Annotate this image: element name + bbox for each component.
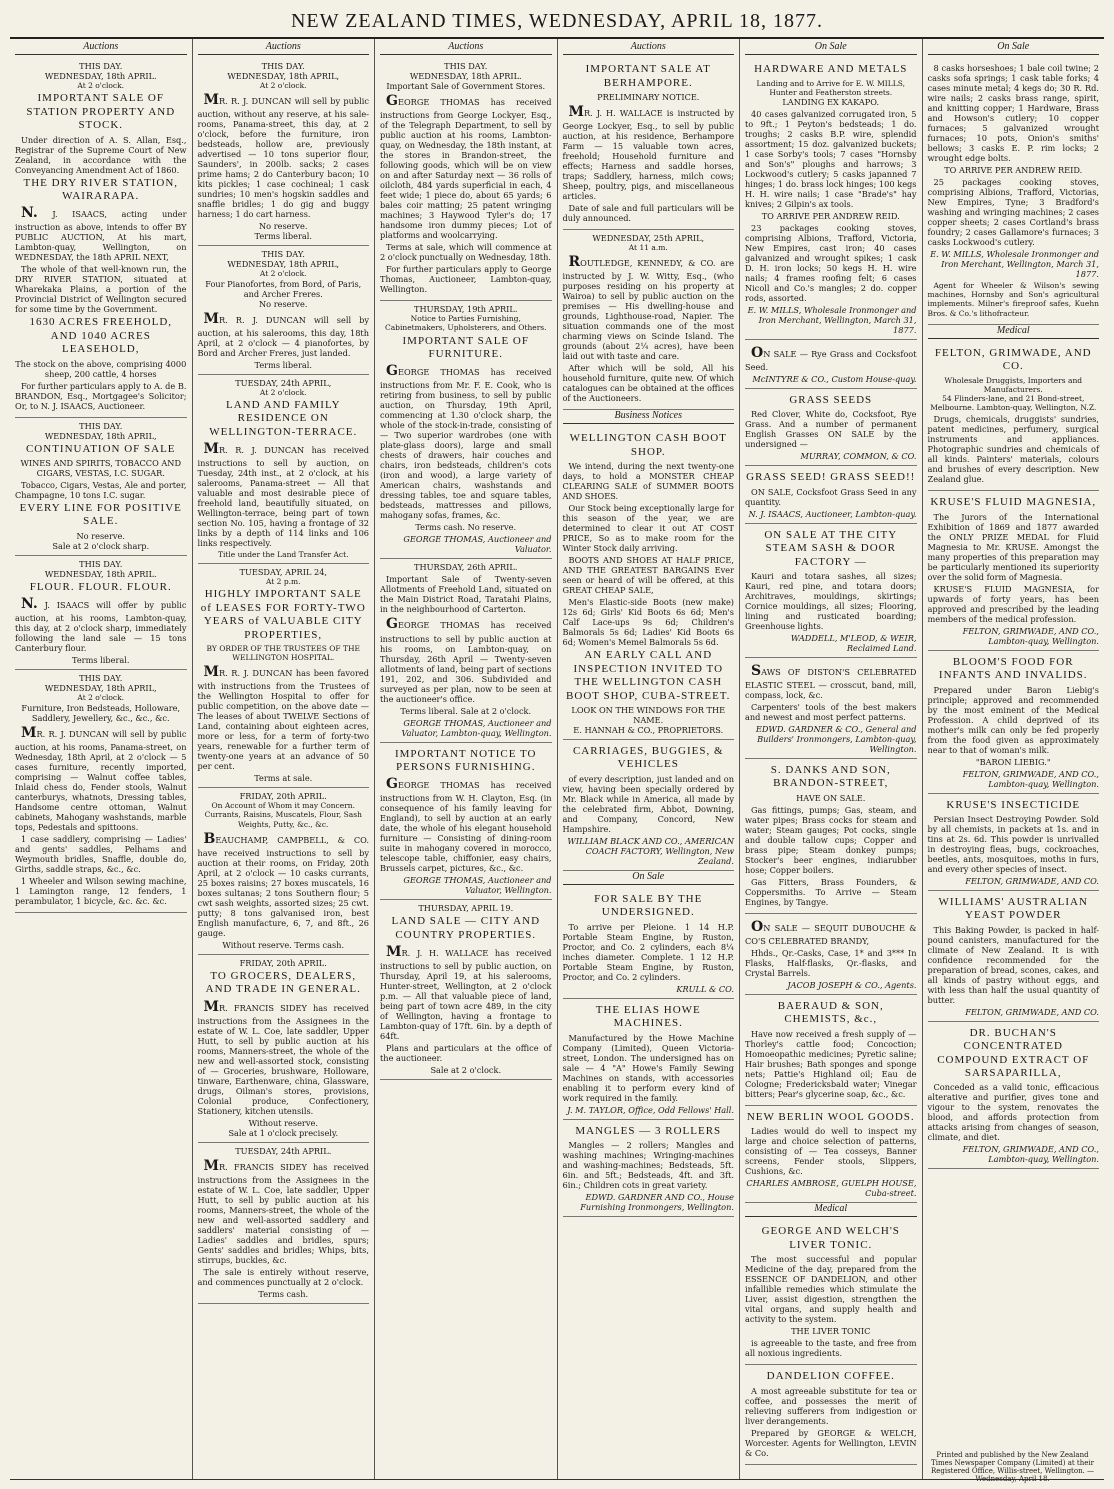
ad-body: MR. R. J. DUNCAN will sell by public auction, without any reserve, at his sale-rooms, Panama-street, this day, at 2 o'clock, before the furniture, iron bedsteads, hollow are, previously advertised — 10 tons superior flour, Saunders', in 200lb. sacks; 2 cases prime hams; 2 do Canterbury bacon; 10 kits pickles; 1 case cochineal; 1 cask sundries; 10 men's hogskin saddles and snaffle bridles; 1 do gig and buggy harness; 1 do cart harness. <box>197 92 369 220</box>
ad-date: TUESDAY, 24th APRIL, <box>235 377 332 388</box>
ad-body: Conceded as a valid tonic, efficacious alterative and purifier, gives tone and vigour to the system, renovates the blood, and affords protection from attacks arising from changes of season, climate, and diet. <box>927 1082 1099 1143</box>
ad-body: Prepared under Baron Liebig's principle; approved and recommended by the most eminent of the Medical Profession. A child deprived of its mother's milk can only be fed properly from the food given as approximately near to that of woman's milk. <box>927 684 1099 755</box>
section-heading: Medical <box>745 1203 917 1217</box>
ad-subhead: THE LIVER TONIC <box>791 1326 871 1337</box>
ad-date: THURSDAY, APRIL 19. <box>418 903 514 914</box>
ad-title: THIS DAY. <box>79 420 123 431</box>
ad-subhead: Wholesale Druggists, Importers and Manufacturers. <box>944 375 1083 394</box>
section-heading: Business Notices <box>563 410 735 424</box>
ad-saws <box>745 658 917 759</box>
ad-headline: IMPORTANT SALE AT BERHAMPORE. <box>585 63 711 89</box>
imprint: Printed and published by the New Zealand Times Newspaper Company (Limited) at their Registered Office, Willis-street, Wellington. — Wednesday, April 18. <box>930 1451 1095 1483</box>
ad-note: No reserve. <box>259 221 308 232</box>
ad-mangles <box>563 1120 735 1217</box>
ad-body: N. J. ISAACS, acting under instruction as above, intends to offer BY PUBLIC AUCTION, At his mart, Lambton-quay, Wellington, on WEDNESDAY, the 18th APRIL NEXT, <box>15 205 187 263</box>
ad-body: Drugs, chemicals, druggists' sundries, patent medicines, perfumery, surgical instruments and appliances. Photographic sundries and chemicals of all kinds. Painters' materials, colours and brushes of every description. New Zealand glue. <box>927 414 1099 485</box>
column-4 <box>558 39 741 1479</box>
ad-body: MR. R. J. DUNCAN will sell by auction, at his salerooms, this day, 18th April, at 2 o'clock — 4 pianofortes, by Bord and Archer Freres, just landed. <box>197 310 369 358</box>
ad-terms: Terms liberal. <box>254 359 312 370</box>
ad-body: MR. J. H. WALLACE is instructed by George Lockyer, Esq., to sell by public auction, at his residence, Berhampore Farm — 15 valuable town acres, freehold; Household furniture and effects; Harness and saddle horses, traps; Saddlery, harness, milch cows; Sheep, poultry, pigs, and miscellaneous articles. <box>562 104 734 202</box>
ad-signature: WILLIAM BLACK AND CO., AMERICAN COACH FACTORY, Wellington, New Zealand. <box>567 835 734 866</box>
ad-signature: KRULL & CO. <box>676 983 734 994</box>
ad-signature: GEORGE THOMAS, Auctioneer and Valuator, Wellington. <box>403 875 552 896</box>
ad-signature: J. M. TAYLOR, Office, Odd Fellows' Hall. <box>567 1104 734 1115</box>
ad-body: Under direction of A. S. Allan, Esq., Registrar of the Supreme Court of New Zealand, in accordance with the Conveyancing Amendment Act of 1860. <box>15 134 187 175</box>
ad-hospital-leases <box>198 564 370 788</box>
column-6 <box>923 39 1105 1479</box>
ad-signature: Prepared by GEORGE & WELCH, Worcester. Agents for Wellington, LEVIN & Co. <box>745 1427 917 1458</box>
ad-signature: FELTON, GRIMWADE, AND CO., Lambton-quay, Wellington. <box>962 768 1099 789</box>
ad-body: GEORGE THOMAS has received instructions to sell by public auction at his rooms, on Lambton-quay, on Thursday, 26th April — Twenty-seven allotments of land, being part of sections 191, 202, and 306. Subdivided and surveyed as per plan, now to be seen at the auctioneer's office. <box>380 616 552 704</box>
ad-hardware-metals <box>745 58 917 340</box>
ad-berlin-wool <box>745 1106 917 1203</box>
ad-headline: NEW BERLIN WOOL GOODS. <box>746 1110 915 1123</box>
ad-body: MR. FRANCIS SIDEY has received instructions from the Assignees in the estate of W. L. Coe, late saddler, Upper Hutt, to sell by public auction at his rooms, Manners-street, the whole of the new and well-assorted saddlery and saddlers' material consisting of — Ladies' saddles and bridles, spurs; Gents' saddles and bridles; Whips, bits, stirrups, buckles, &c. <box>197 1157 369 1265</box>
section-heading: On Sale <box>563 871 735 885</box>
ad-headline: THE DRY RIVER STATION, WAIRARAPA. <box>23 176 179 202</box>
ad-persons-furnishing <box>380 743 552 901</box>
ad-terms: Terms at sale, which will commence at 2 o'clock punctually on Wednesday, 18th. <box>380 242 552 263</box>
ad-subhead: "BARON LIEBIG." <box>975 756 1051 767</box>
ad-terms: Terms liberal. <box>72 655 130 666</box>
ad-subhead: HAVE ON SALE. <box>796 792 866 803</box>
ad-body: Have now received a fresh supply of — Thorley's cattle food; Concoction; Homoeopathic medicines; Pyretic saline; Hair brushes; Bath sponges and sponge nets; Pattie's Highland oil; Eau de Cologne; Fredericksbald water; Vinegar bitters; Pear's glycerine soap, &c., &c. <box>745 1028 917 1099</box>
ad-subhead: BY ORDER OF THE TRUSTEES OF THE WELLINGTON HOSPITAL. <box>206 643 360 663</box>
ad-body: 40 cases galvanized corrugated iron, 5 to 9ft.; 1 Peyton's bedsteads; 1 do. troughs; 2 casks B.P. wire, splendid assortment; 15 doz. galvanized buckets; 1 case Sorby's tools; 7 cases "Hornsby and Son's" ploughs and harrows; 3 Lockwood's cutlery; 5 casks japanned 7 hinges; 1 do. brass lock hinges; 100 kegs H. H. wire nails; 1 case "Brade's" hay knives; 2 Gilpin's ax tools. <box>745 108 917 209</box>
ad-title: THIS DAY. <box>79 61 123 72</box>
ad-body: Agent for Wheeler & Wilson's sewing machines, Hornsby and Son's agricultural implements. Milner's fireproof safes, Kuehn Bros. & Co.'s lithofracteur. <box>927 281 1099 318</box>
ad-body: Ladies would do well to inspect my large and choice selection of patterns, consisting of — Tea cosseys, Banner screens, Fender stools, Slippers, Cushions, &c. <box>745 1126 917 1177</box>
column-heading: Auctions <box>198 41 370 55</box>
ad-headline: DR. BUCHAN'S CONCENTRATED COMPOUND EXTRACT OF SARSAPARILLA, <box>937 1026 1090 1079</box>
ad-allotments <box>380 559 552 742</box>
ad-napier-house <box>563 230 735 410</box>
ad-note: Without reserve. <box>248 1117 318 1128</box>
ad-terms: Terms liberal. Sale at 2 o'clock. <box>400 705 532 716</box>
ad-note: Title under the Land Transfer Act. <box>217 550 349 560</box>
ad-body: MR. R. J. DUNCAN will sell by public auction, at his rooms, Panama-street, on Wednesday, 18th April, at 2 o'clock — 5 cases furniture, recently imported, comprising — Walnut coffee tables, Inlaid chess do, Fender stools, Walnut canterburys, whatnots, Dressing tables, Handsome centre ottoman, Walnut cabinets, Mahogany washstands, marble tops, Pedestals and spittoons. <box>15 724 187 832</box>
ad-body: For further particulars apply to George Thomas, Auctioneer, Lambton-quay, Wellington. <box>380 264 552 295</box>
column-heading: On Sale <box>928 41 1100 55</box>
ad-headline: IMPORTANT NOTICE TO PERSONS FURNISHING. <box>394 747 537 773</box>
ad-signature: EDWD. GARDNER & CO., General and Builders' Ironmongers, Lambton-quay, Wellington. <box>755 724 917 755</box>
ad-felton-grimwade <box>928 342 1100 491</box>
ad-government-stores <box>380 58 552 301</box>
ad-flour-hams <box>198 58 370 246</box>
ad-headline: BLOOM'S FOOD FOR INFANTS AND INVALIDS. <box>938 655 1088 682</box>
ad-signature: McINTYRE & CO., Custom House-quay. <box>752 373 917 384</box>
ad-time: At 2 o'clock. <box>259 387 307 397</box>
ad-subhead: Notice to Parties Furnishing, Cabinetmakers, Upholsterers, and Others. <box>384 314 547 333</box>
ad-body: The whole of that well-known run, the DRY RIVER STATION, situated at Wharekaka Plains, a portion of the Provincial District of Wellington secured for some time by the Government. <box>15 264 187 315</box>
ad-time: At 2 o'clock. <box>77 81 125 91</box>
ad-signature: GEORGE THOMAS, Auctioneer and Valuator. <box>403 534 552 555</box>
ad-body: The sale is entirely without reserve, and commences punctually at 2 o'clock. <box>197 1266 369 1287</box>
ad-body: To arrive per Pleione. 1 14 H.P. Portable Steam Engine, by Ruston, Proctor, and Co. 2 cylinders, each 8¼ inches diameter. Complete. 1 12 H.P. Portable Steam Engine, by Ruston, Proctor, and Co. 2 cylinders. <box>562 921 734 982</box>
ad-signature: E. W. MILLS, Wholesale Ironmonger and Iron Merchant, Wellington, March 31, 1877. <box>747 304 917 335</box>
ad-body: 8 casks horseshoes; 1 bale coil twine; 2 casks sofa springs; 1 cask table forks; 4 cases minute metal; 4 kegs do; 30 R. Rd. wire nails; 2 casks brass range, spirit, and knitting copper; 1 Hardware, Brass and Howson's cutlery; 10 copper furnaces; 5 galvanized wrought furnaces; 10 pots, Onion's smiths' bellows; 3 casks E. P. rim locks; 2 wrought edge bolts. <box>927 63 1099 164</box>
ad-body: 1 Wheeler and Wilson sewing machine, 1 Lamington range, 12 fenders, 1 perambulator, 1 bicycle, &c. &c. &c. <box>15 875 187 906</box>
ad-terms: Terms liberal. <box>254 231 312 242</box>
ad-signature: EDWD. GARDNER AND CO., House Furnishing Ironmongers, Wellington. <box>580 1191 734 1212</box>
ad-body: is agreeable to the taste, and free from all noxious ingredients. <box>745 1338 917 1359</box>
ad-body: Gas Fitters, Brass Founders, & Coppersmiths. To Arrive — Steam Engines, by Tangye. <box>745 876 917 907</box>
ad-headline: ON SALE — SEQUIT DUBOUCHE & CO'S CELEBRATED BRANDY, <box>745 918 917 946</box>
ad-body: Persian Insect Destroying Powder. Sold by all chemists, in packets at 1s. and in tins at 2s. 6d. This powder is unrivalled in destroying fleas, bugs, cockroaches, beetles, ants, mosquitoes, moths in furs, and every other species of insect. <box>927 813 1099 874</box>
ad-body: ON SALE, Cocksfoot Grass Seed in any quantity. <box>745 486 917 507</box>
ad-terms: Terms at sale. <box>254 773 313 784</box>
ad-date: WEDNESDAY, 18th APRIL, <box>227 259 340 270</box>
ad-body: GEORGE THOMAS has received instructions from Mr. F. E. Cook, who is retiring from business, to sell by public auction, on Thursday, 19th April, commencing at 1.30 o'clock sharp, the whole of the stock-in-trade, consisting of — Two superior wardrobes (one with plate-glass doors), large and small chests of drawers, hair couches and chairs, iron bedsteads, children's cots (iron and wood), a large variety of American chairs, washstands and dressing tables, toe and square tables, bedsteads, mattresses and pillows, mahogany sofas, frames, &c. <box>380 363 552 521</box>
ad-headline: FELTON, GRIMWADE, AND CO. <box>934 346 1092 373</box>
ad-headline: WELLINGTON CASH BOOT SHOP. <box>569 432 727 458</box>
ad-body: Red Clover, White do, Cocksfoot, Rye Grass. And a number of permanent English Grasses ON SALE by the undersigned — <box>745 409 917 450</box>
ad-note: Without reserve. Terms cash. <box>222 939 345 950</box>
ad-signature: E. HANNAH & CO., PROPRIETORS. <box>573 724 724 735</box>
ad-grocers <box>198 955 370 1143</box>
ad-time: At 11 a.m. <box>628 243 668 253</box>
ad-body: Manufactured by the Howe Machine Company (Limited), Queen Victoria-street, London. The undersigned has on sale — 4 "A" Howe's Family Sewing Machines on stands, with accessories enabling it to perform every kind of work required in the family. <box>562 1032 734 1103</box>
ad-headline: GRASS SEEDS <box>789 393 873 406</box>
ad-station-sale <box>15 58 187 417</box>
ad-currants <box>198 788 370 955</box>
ad-body: Our Stock being exceptionally large for this season of the year, we are determined to clear it out AT COST PRICE, So as to make room for the Winter Stock daily arriving. <box>562 503 734 554</box>
ad-title: THIS DAY. <box>261 61 305 72</box>
ad-headline: TO GROCERS, DEALERS, AND TRADE IN GENERAL. <box>205 969 361 996</box>
ad-body: KRUSE'S FLUID MAGNESIA, for upwards of forty years, has been approved and prescribed by the leading members of the medical profession. <box>927 583 1099 624</box>
ad-body: The most successful and popular Medicine of the day, prepared from the ESSENCE OF DANDELION, and other infallible remedies which stimulate the Liver, assist digestion, strengthen the vital organs, and supply health and activity to the system. <box>745 1254 917 1325</box>
ad-headline: WILLIAMS' AUSTRALIAN YEAST POWDER <box>938 895 1088 922</box>
ad-body: MR. J. H. WALLACE has received instructions to sell by public auction, on Thursday, April 19, at his salerooms, Hunter-street, Wellington, at 2 o'clock p.m. — All that valuable piece of land, being part of town acre 489, in the city of Wellington, having a frontage to Lambton-quay of 17ft. 6in. by a depth of 64ft. <box>380 944 552 1042</box>
ad-title: THIS DAY. <box>444 61 488 72</box>
ad-date: WEDNESDAY, 18th APRIL. <box>44 71 157 82</box>
ad-hardware-continued <box>928 58 1100 325</box>
ad-time: At 2 o'clock. <box>77 693 125 703</box>
ad-headline: THE ELIAS HOWE MACHINES. <box>595 1003 701 1030</box>
ad-headline: CONTINUATION OF SALE <box>25 442 176 455</box>
ad-subhead: Landing and to Arrive for E. W. MILLS, Hunter and Featherston streets. <box>756 78 905 97</box>
ad-furniture-sale <box>15 670 187 912</box>
ad-subhead: On Account of Whom it may Concern. Currants, Raisins, Muscatels, Flour, Sash Weights, Putty, &c., &c. <box>204 801 362 829</box>
ad-headline: LAND AND FAMILY RESIDENCE ON WELLINGTON-TERRACE. <box>209 398 358 438</box>
ad-signature: JACOB JOSEPH & CO., Agents. <box>787 979 917 990</box>
ad-headline: SAWS OF DISTON'S CELEBRATED ELASTIC STEEL — crosscut, band, mill, compass, lock, &c. <box>745 662 917 701</box>
ad-time: Sale at 2 o'clock sharp. <box>52 540 150 551</box>
ad-wines-sale <box>15 418 187 556</box>
column-heading: On Sale <box>745 41 917 55</box>
ad-body: BOOTS AND SHOES AT HALF PRICE, AND THE GREATEST BARGAINS Ever seen or heard of will be offered, at this GREAT CHEAP SALE, <box>562 555 734 596</box>
ad-pianofortes <box>198 246 370 374</box>
ad-body: ROUTLEDGE, KENNEDY, & CO. are instructed by J. W. Witty, Esq., (who purposes residing on his property at Wairoa) to sell by public auction on the premises — His dwelling-house and grounds, Lighthouse-road, Napier. The situation commands one of the most charming views on Scinde Island. The grounds (about 2¼ acres), have been laid out with taste and care. <box>562 254 734 362</box>
ad-headline: ON SALE — Rye Grass and Cocksfoot Seed. <box>745 344 917 372</box>
ad-body: 23 packages cooking stoves, comprising Albions, Trafford, Victoria, New Empires, cast iron; 40 cases galvanized and wrought spikes; 1 cask D. H. iron locks; 50 kegs H. H. wire nails; 4 frames roofing felt; 6 cases Nicoll and Co.'s mangles; 2 do. copper rods, assorted. <box>745 222 917 303</box>
ad-body: MR. FRANCIS SIDEY has received instructions from the Assignees in the estate of W. L. Coe, late saddler, Upper Hutt, to sell by public auction at his rooms, Manners-street, the whole of the new and well-assorted stock, consisting of — Groceries, brushware, Holloware, tinware, Earthenware, china, Glassware, drugs, Oilman's stores, provisions, Colonial produce, Confectionery, Stationery, kitchen utensils. <box>197 998 369 1116</box>
ad-address: 54 Flinders-lane, and 21 Bond-street, Melbourne. Lambton-quay, Wellington, N.Z. <box>930 394 1097 413</box>
ad-terms: Sale at 1 o'clock precisely. <box>228 1127 339 1138</box>
ad-grass-seeds <box>745 389 917 466</box>
ad-grass-seed-isaacs <box>745 466 917 523</box>
ad-note: LOOK ON THE WINDOWS FOR THE NAME. <box>571 704 726 725</box>
ad-signature: CHARLES AMBROSE, GUELPH HOUSE, Cuba-street. <box>746 1178 917 1199</box>
ad-howe-machines <box>563 999 735 1120</box>
ad-body: After which will be sold, All his household furniture, quite new. Of which catalogues can be obtained at the offices of the Auctioneers. <box>562 363 734 404</box>
ad-subhead: Furniture, Iron Bedsteads, Holloware, Saddlery, Jewellery, &c., &c., &c. <box>21 702 181 723</box>
ad-signature: GEORGE THOMAS, Auctioneer and Valuator, Lambton-quay, Wellington. <box>401 717 552 738</box>
ad-date: WEDNESDAY, 25th APRIL, <box>592 233 705 244</box>
ad-body: Carpenters' tools of the best makers and newest and most perfect patterns. <box>745 702 917 723</box>
ad-body: Date of sale and full particulars will be duly announced. <box>562 203 734 224</box>
ad-insecticide <box>928 794 1100 891</box>
ad-headline: HARDWARE AND METALS <box>754 63 908 76</box>
ad-title: THIS DAY. <box>79 558 123 569</box>
ad-date: THURSDAY, 19th APRIL. <box>414 304 518 315</box>
ad-time: At 2 o'clock. <box>259 269 307 279</box>
ad-signature: N. J. ISAACS, Auctioneer, Lambton-quay. <box>748 508 917 519</box>
ad-subhead: Four Pianofortes, from Bord, of Paris, and Archer Freres. <box>205 278 362 299</box>
ad-headline: KRUSE'S INSECTICIDE <box>946 798 1081 811</box>
ad-body: 1 case saddlery, comprising — Ladies' and gents' saddles, Pelhams and Weymouth bridles, Snaffle, double do, Girths, saddle straps, &c., &c. <box>15 833 187 874</box>
ad-chemists <box>745 995 917 1106</box>
ad-note: No reserve. <box>76 530 125 541</box>
ad-infant-food <box>928 651 1100 794</box>
ad-headline: IMPORTANT SALE OF FURNITURE. <box>402 334 529 360</box>
ad-signature: FELTON, GRIMWADE, AND CO. <box>965 1006 1099 1017</box>
ad-berhampore <box>563 58 735 230</box>
ad-headline: 1630 ACRES FREEHOLD, AND 1040 ACRES LEASEHOLD, <box>29 316 173 356</box>
ad-saddlery <box>198 1143 370 1304</box>
ad-body: Important Sale of Twenty-seven Allotments of Freehold Land, situated on the Main District Road, Taratahi Plains, in the neighbourhood of Carterton. <box>380 574 552 615</box>
ad-body: GEORGE THOMAS has received instructions from George Lockyer, Esq., of the Telegraph Department, to sell by public auction at his rooms, Lambton-quay, on Wednesday, the 18th instant, at the stores in Brandon-street, the following goods, which will be on view on and after Saturday next — 36 rolls of oilcloth, 484 yards superficial in each, 4 feet wide; 1 piece do, about 65 yards; 6 bales coir matting; 25 patent wringing machines; 3 Haywood Tyler's do; 17 handsome iron dummy pieces; Lot of platforms and woolcarrying. <box>380 93 552 241</box>
ad-signature: MURRAY, COMMON, & CO. <box>800 451 917 462</box>
ad-subhead: WINES AND SPIRITS, TOBACCO AND CIGARS, VESTAS, I.C. SUGAR. <box>20 458 182 479</box>
ad-brandy <box>745 914 917 995</box>
columns <box>10 39 1104 1480</box>
ad-sash-door <box>745 524 917 658</box>
ad-body: GEORGE THOMAS has received instructions from W. H. Clayton, Esq. (in consequence of his family leaving for England), to sell by auction at an early date, the whole of his elegant household furniture — Consisting of dining-room suite in mahogany covered in morocco, telescope table, chiffonier, easy chairs, Brussels carpet, pictures, &c., &c. <box>380 776 552 874</box>
column-1 <box>10 39 193 1479</box>
ad-date: THURSDAY, 26th APRIL. <box>414 562 518 573</box>
ad-body: Tobacco, Cigars, Vestas, Ale and porter, Champagne, 10 tons I.C. sugar. <box>15 480 187 501</box>
ad-time: At 2 o'clock. <box>259 81 307 91</box>
ad-subhead: LANDING EX KAKAPO. <box>782 96 880 107</box>
ad-body: Gas fittings, pumps; Gas, steam, and water pipes; Brass cocks for steam and water; Steam gauges; Pot cocks, single and double tallow cups; Copper and brass pipe; Steam donkey pumps; Stocker's beer engines, indiarubber hose; Copper boilers. <box>745 804 917 875</box>
ad-body: This Baking Powder, is packed in half-pound canisters, manufactured for the climate of New Zealand. It is with confidence recommended for the preparation of bread, scones, cakes, and all kinds of pastry without eggs, and with less than half the usual quantity of butter. <box>927 924 1099 1005</box>
ad-signature: WADDELL, M'LEOD, & WEIR, Reclaimed Land. <box>790 632 917 653</box>
ad-body: Mangles — 2 rollers; Mangles and washing machines; Wringing-machines and washing-machines; Bedsteads, 5ft. 6in. and 5ft.; Bedsteads, 4ft. and 3ft. 6in.; Children cots in great variety. <box>562 1139 734 1190</box>
ad-body: BEAUCHAMP, CAMPBELL, & CO. have received instructions to sell by auction at their rooms, on Friday, 20th April, at 2 o'clock — 10 casks currants, 25 boxes raisins; 27 boxes muscatels, 16 boxes sultanas; 2 tons Southern flour; 5 cwt sash weights, assorted sizes; 25 cwt. putty; 8 tons galvanised iron, best English manufacture, 6, 7, and 8ft., 26 gauge. <box>197 830 369 938</box>
column-5 <box>740 39 923 1479</box>
ad-steam-engines <box>563 888 735 999</box>
column-heading: Auctions <box>15 41 187 55</box>
ad-subhead: PRELIMINARY NOTICE. <box>597 92 700 102</box>
ad-date: WEDNESDAY, 18th APRIL. <box>44 568 157 579</box>
ad-subhead: TO ARRIVE PER ANDREW REID. <box>761 210 900 221</box>
ad-fluid-magnesia <box>928 491 1100 650</box>
ad-body: The stock on the above, comprising 4000 sheep, 200 cattle, 4 horses <box>15 358 187 379</box>
ad-body: For further particulars apply to A. de B. BRANDON, Esq., Mortgagee's Solicitor; Or, to N. J. ISAACS, Auctioneer. <box>15 380 187 411</box>
ad-date: WEDNESDAY, 18th APRIL, <box>44 430 157 441</box>
ad-furniture-notice <box>380 301 552 559</box>
ad-yeast-powder <box>928 891 1100 1022</box>
ad-headline: S. DANKS AND SON, BRANDON-STREET, <box>770 764 891 790</box>
ad-signature: FELTON, GRIMWADE, AND CO., Lambton-quay, Wellington. <box>962 1144 1099 1165</box>
ad-carriages <box>563 740 735 871</box>
ad-title: THIS DAY. <box>79 673 123 684</box>
ad-headline: DANDELION COFFEE. <box>766 1370 895 1383</box>
ad-signature: E. W. MILLS, Wholesale Ironmonger and Iron Merchant, Wellington, March 31, 1877. <box>930 249 1099 280</box>
ad-liver-tonic <box>745 1220 917 1365</box>
ad-body: Plans and particulars at the office of the auctioneer. <box>380 1043 552 1064</box>
ad-headline: CARRIAGES, BUGGIES, & VEHICLES <box>572 744 724 771</box>
ad-body: MR. R. J. DUNCAN has received instructions to sell by auction, on Tuesday, 24th inst., at 2 o'clock, at his salerooms, Panama-street — All that valuable and most desirable piece of freehold land, beautifully situated, on Wellington-terrace, being part of town section No. 105, having a frontage of 32 links by a depth of 114 links and 106 links respectively. <box>197 440 369 549</box>
ad-body: of every description, just landed and on view, having been specially ordered by Mr. Black while in America, all made by the celebrated firm, Abbot, Downing, and Company, Concord, New Hampshire. <box>562 773 734 834</box>
ad-date: TUESDAY, 24th APRIL. <box>235 1145 332 1156</box>
ad-body: MR. R. J. DUNCAN has been favored with instructions from the Trustees of the Wellington Hospital to offer for public competition, on the above date — The leases of about TWELVE Sections of Land, containing about eighteen acres, more or less, for a term of forty-two years, renewable for a further term of twenty-one years at an advance of 50 per cent. <box>197 664 369 772</box>
ad-dandelion-coffee <box>745 1365 917 1464</box>
ad-price-list: Men's Elastic-side Boots (new make) 12s 6d; Girls' Kid Boots 6s 6d; Men's Calf Lace-ups 9s 6d; Children's Balmorals 5s 6d; Ladies' Kid Boots 6s 6d; Women's Memel Balmorals 5s 6d. <box>562 597 734 648</box>
ad-headline: EVERY LINE FOR POSITIVE SALE. <box>19 502 182 528</box>
ad-note: No reserve. <box>259 298 308 309</box>
column-heading: Auctions <box>380 41 552 55</box>
ad-date: TUESDAY, APRIL 24, <box>239 567 328 578</box>
column-2 <box>193 39 376 1479</box>
ad-land-residence <box>198 375 370 565</box>
ad-body: 25 packages cooking stoves, comprising Albions, Trafford, Victorias, New Empires, Tyne; 3 Bradford's washing and wringing machines; 2 cases copper sheets; 2 cases Cortland's brass foundry; 2 cases Gallamore's furnaces; 3 casks Lockwood's cutlery. <box>927 177 1099 248</box>
ad-sarsaparilla <box>928 1022 1100 1170</box>
ad-date: WEDNESDAY, 18th APRIL, <box>227 71 340 82</box>
ad-time: At 2 p.m. <box>265 577 301 587</box>
ad-date: FRIDAY, 20th APRIL. <box>239 791 327 802</box>
ad-subhead: TO ARRIVE PER ANDREW REID. <box>944 165 1083 176</box>
ad-flour-sale <box>15 556 187 670</box>
ad-headline: LAND SALE — CITY AND COUNTRY PROPERTIES. <box>391 915 541 941</box>
ad-headline: KRUSE'S FLUID MAGNESIA, <box>930 496 1097 509</box>
ad-headline: HIGHLY IMPORTANT SALE of LEASES FOR FORTY-TWO YEARS of VALUABLE CITY PROPERTIES, <box>200 588 366 641</box>
ad-date: WEDNESDAY, 18th APRIL. <box>409 71 522 82</box>
ad-headline: GEORGE AND WELCH'S LIVER TONIC. <box>761 1225 900 1251</box>
ad-headline: ON SALE AT THE CITY STEAM SASH & DOOR FACTORY — <box>764 528 898 568</box>
ad-body: The Jurors of the International Exhibition of 1869 and 1877 awarded the ONLY PRIZE MEDAL for Fluid Magnesia to Mr. KRUSE. Amongst the many properties of this preparation may be particularly mentioned its superiority over the solid form of Magnesia. <box>927 511 1099 582</box>
ad-terms: Terms cash. <box>258 1288 309 1299</box>
ad-land-sale <box>380 900 552 1080</box>
ad-date: WEDNESDAY, 18th APRIL, <box>44 683 157 694</box>
ad-subhead: Important Sale of Government Stores. <box>386 81 546 92</box>
ad-headline: AN EARLY CALL AND INSPECTION INVITED TO THE WELLINGTON CASH BOOT SHOP, CUBA-STREET. <box>566 649 731 702</box>
ad-signature: FELTON, GRIMWADE, AND CO. <box>965 875 1099 886</box>
column-heading: Auctions <box>563 41 735 55</box>
column-3 <box>375 39 558 1479</box>
ad-cash-boot-shop <box>563 427 735 739</box>
section-heading: Medical <box>928 325 1100 339</box>
ad-terms: Terms cash. No reserve. <box>415 522 517 533</box>
ad-date: FRIDAY, 20th APRIL. <box>239 957 327 968</box>
ad-headline: IMPORTANT SALE OF STATION PROPERTY AND STOCK. <box>26 92 176 132</box>
ad-body: Hhds., Qr.-Casks, Case, 1* and 3*** In Flasks, Half-flasks, Qr.-flasks, and Crystal Barrels. <box>745 947 917 978</box>
ad-title: THIS DAY. <box>261 249 305 260</box>
ad-headline: FOR SALE BY THE UNDERSIGNED. <box>594 892 703 919</box>
ad-body: A most agreeable substitute for tea or coffee, and possesses the merit of relieving sufferers from indigestion or liver derangements. <box>745 1385 917 1426</box>
ad-headline: BAERAUD & SON, CHEMISTS, &c., <box>777 999 884 1026</box>
ad-time: Sale at 2 o'clock. <box>430 1065 502 1076</box>
ad-signature: FELTON, GRIMWADE, AND CO., Lambton-quay, Wellington. <box>962 625 1099 646</box>
masthead: NEW ZEALAND TIMES, WEDNESDAY, APRIL 18, 1877. <box>10 6 1104 39</box>
ad-headline: MANGLES — 3 ROLLERS <box>575 1124 722 1137</box>
ad-headline: GRASS SEED! GRASS SEED!! <box>746 471 916 484</box>
ad-body: Kauri and totara sashes, all sizes; Kauri, red pine, and totara doors; Architraves, mouldings, skirtings; Cornice mouldings, all sizes; Flooring, lining and rusticated boarding; Greenhouse lights. <box>745 570 917 631</box>
ad-body: We intend, during the next twenty-one days, to hold a MONSTER CHEAP CLEARING SALE of SUMMER BOOTS AND SHOES. <box>562 461 734 502</box>
ad-rye-grass <box>745 340 917 389</box>
ad-body: N. J. ISAACS will offer by public auction, at his rooms, Lambton-quay, this day, at 2 o'clock sharp, immediately following the land sale — 15 tons Canterbury flour. <box>15 596 187 654</box>
ad-danks <box>745 759 917 914</box>
ad-headline: FLOUR. FLOUR. FLOUR. <box>29 580 172 593</box>
